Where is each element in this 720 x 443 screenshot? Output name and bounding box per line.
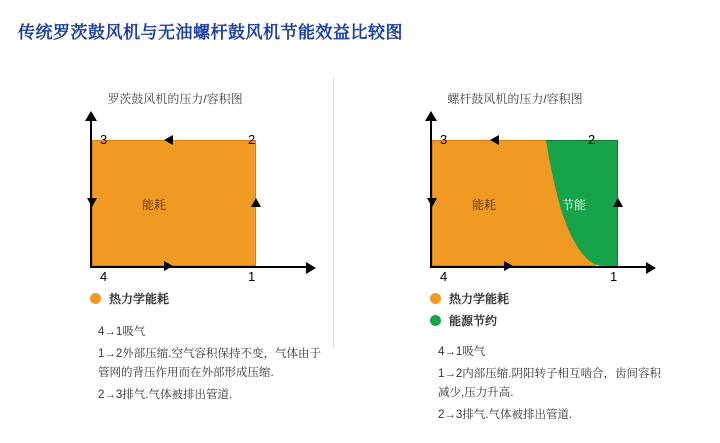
page-title: 传统罗茨鼓风机与无油螺杆鼓风机节能效益比较图 (18, 23, 403, 42)
note-line: 2→3排气.气体被排出管道. (438, 408, 573, 421)
left-legend (90, 290, 169, 312)
right-top-edge-arrow-icon (490, 135, 499, 145)
legend-label: 能源节约 (449, 314, 498, 328)
left-panel-title: 罗茨鼓风机的压力/容积图 (107, 92, 243, 106)
left-corner-2: 2 (248, 132, 256, 147)
right-horizontal-axis (430, 266, 648, 268)
left-right-edge-arrow-icon (251, 198, 261, 207)
left-energy-region (92, 140, 256, 266)
note-line: 2→3排气.气体被排出管道. (98, 388, 233, 401)
left-vertical-axis-arrow-icon (85, 111, 97, 121)
right-horizontal-axis-arrow-icon (646, 262, 656, 274)
legend-label: 热力学能耗 (109, 292, 170, 306)
legend-item (430, 312, 509, 329)
note-line: 1→2外部压缩.空气容积保持不变，气体由于管网的背压作用而在外部形成压缩. (98, 347, 321, 379)
right-pv-diagram (350, 114, 680, 284)
right-right-edge-arrow-icon (613, 198, 623, 207)
right-notes (438, 343, 670, 428)
right-left-edge-arrow-icon (427, 198, 437, 207)
left-pv-diagram (10, 114, 340, 284)
note-line: 4→1吸气 (438, 346, 486, 358)
right-panel-title: 螺杆鼓风机的压力/容积图 (447, 92, 583, 106)
left-horizontal-axis-arrow-icon (306, 262, 316, 274)
right-legend (430, 290, 509, 334)
left-left-edge-arrow-icon (87, 198, 97, 207)
left-top-edge-arrow-icon (164, 135, 173, 145)
left-corner-1: 1 (248, 269, 256, 284)
left-bottom-edge-arrow-icon (164, 261, 173, 271)
right-vertical-axis-arrow-icon (425, 111, 437, 121)
left-energy-label: 能耗 (142, 198, 167, 212)
orange-dot-icon (430, 293, 441, 304)
legend-item (430, 290, 509, 307)
note-line: 1→2内部压缩.阴阳转子相互啮合，齿间容积减少,压力升高. (438, 367, 661, 399)
note-line: 4→1吸气 (98, 326, 146, 338)
right-panel (350, 78, 680, 433)
left-panel (10, 78, 340, 433)
legend-item (90, 290, 169, 307)
left-corner-4: 4 (100, 269, 108, 284)
orange-dot-icon (90, 293, 101, 304)
left-notes (98, 323, 330, 408)
right-corner-1: 1 (610, 269, 618, 284)
right-bottom-edge-arrow-icon (504, 261, 513, 271)
right-corner-3: 3 (440, 132, 448, 147)
right-saving-label: 节能 (562, 198, 587, 212)
left-horizontal-axis (90, 266, 308, 268)
left-corner-3: 3 (100, 132, 108, 147)
right-corner-4: 4 (440, 269, 448, 284)
right-corner-2: 2 (588, 132, 596, 147)
green-dot-icon (430, 315, 441, 326)
right-energy-label: 能耗 (472, 198, 497, 212)
legend-label: 热力学能耗 (449, 292, 510, 306)
